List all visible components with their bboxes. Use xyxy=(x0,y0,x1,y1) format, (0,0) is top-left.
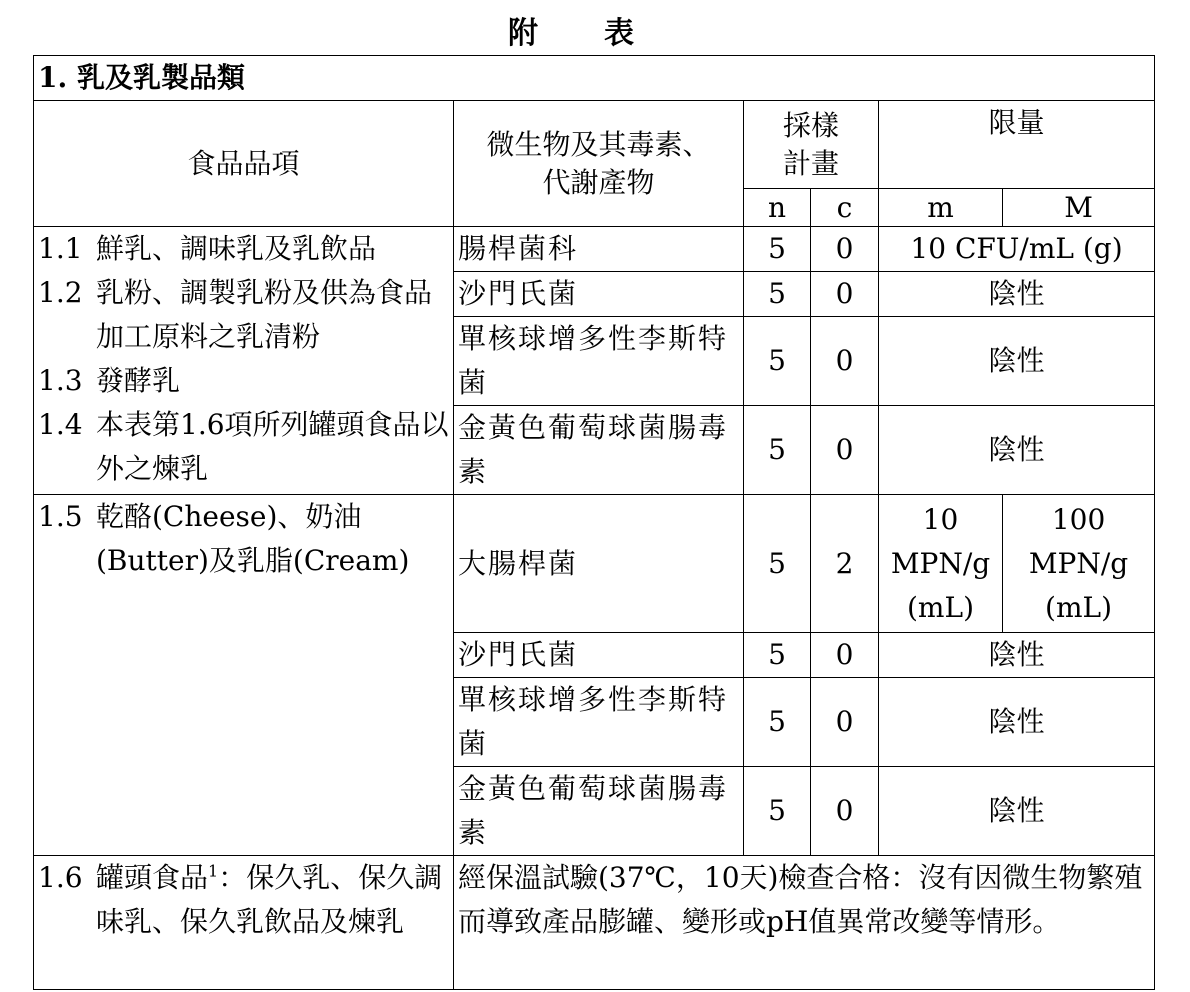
item-number: 1.6 xyxy=(38,861,83,894)
m-cell: 10 MPN/g (mL) xyxy=(879,495,1003,633)
item-text: 本表第1.6項所列罐頭食品以外之煉乳 xyxy=(96,408,449,485)
food-item xyxy=(38,227,449,271)
header-n: n xyxy=(744,189,811,227)
food-item xyxy=(38,495,449,583)
item-text: 發酵乳 xyxy=(96,364,181,397)
micro-cell: 單核球增多性李斯特菌 xyxy=(454,678,744,767)
c-cell: 0 xyxy=(811,406,879,495)
food-items-group1 xyxy=(34,227,454,495)
n-cell: 5 xyxy=(744,767,811,856)
n-cell: 5 xyxy=(744,495,811,633)
item-text: 乾酪(Cheese)、奶油(Butter)及乳脂(Cream) xyxy=(96,500,410,577)
header-microorganism xyxy=(454,101,744,227)
micro-cell: 金黃色葡萄球菌腸毒素 xyxy=(454,406,744,495)
n-cell: 5 xyxy=(744,406,811,495)
standards-table xyxy=(33,55,1155,990)
limit-cell: 陰性 xyxy=(879,633,1155,678)
n-cell: 5 xyxy=(744,678,811,767)
limit-cell: 陰性 xyxy=(879,406,1155,495)
micro-cell: 大腸桿菌 xyxy=(454,495,744,633)
n-cell: 5 xyxy=(744,227,811,272)
limit-cell: 陰性 xyxy=(879,767,1155,856)
item-text-post: ：保久乳、保久調味乳、保久乳飲品及煉乳 xyxy=(96,861,443,938)
c-cell: 0 xyxy=(811,272,879,317)
header-plan-line2: 計畫 xyxy=(782,146,839,180)
item-text-pre: 罐頭食品 xyxy=(96,861,209,894)
header-m: m xyxy=(879,189,1003,227)
food-item xyxy=(38,271,449,359)
c-cell: 0 xyxy=(811,678,879,767)
micro-cell: 腸桿菌科 xyxy=(454,227,744,272)
limit-cell: 10 CFU/mL (g) xyxy=(879,227,1155,272)
micro-cell: 沙門氏菌 xyxy=(454,272,744,317)
food-item xyxy=(38,403,449,491)
header-sampling-plan xyxy=(744,101,879,189)
micro-cell: 單核球增多性李斯特菌 xyxy=(454,317,744,406)
M-cell: 100 MPN/g (mL) xyxy=(1003,495,1155,633)
c-cell: 0 xyxy=(811,317,879,406)
item-text: 鮮乳、調味乳及乳飲品 xyxy=(96,232,377,265)
item-text: 乳粉、調製乳粉及供為食品加工原料之乳清粉 xyxy=(96,276,433,353)
item-number: 1.5 xyxy=(38,500,83,533)
micro-cell: 沙門氏菌 xyxy=(454,633,744,678)
micro-cell: 金黃色葡萄球菌腸毒素 xyxy=(454,767,744,856)
limit-cell: 陰性 xyxy=(879,678,1155,767)
item-number: 1.4 xyxy=(38,408,83,441)
header-plan-line1: 採樣 xyxy=(782,108,839,142)
food-items-group2 xyxy=(34,495,454,856)
limit-cell: 陰性 xyxy=(879,317,1155,406)
header-M: M xyxy=(1003,189,1155,227)
food-item xyxy=(38,856,449,944)
c-cell: 0 xyxy=(811,633,879,678)
n-cell: 5 xyxy=(744,317,811,406)
header-limit: 限量 xyxy=(879,101,1155,189)
item-number: 1.2 xyxy=(38,276,83,309)
c-cell: 0 xyxy=(811,767,879,856)
header-micro-line1: 微生物及其毒素、 xyxy=(486,127,711,161)
footnote-marker: 1 xyxy=(208,861,219,881)
item-text xyxy=(96,856,449,944)
header-micro-line2: 代謝產物 xyxy=(542,165,655,199)
limit-cell: 陰性 xyxy=(879,272,1155,317)
header-c: c xyxy=(811,189,879,227)
page-title: 附 表 xyxy=(508,16,652,51)
header-food: 食品品項 xyxy=(34,101,454,227)
food-item xyxy=(38,359,449,403)
food-items-group3 xyxy=(34,856,454,990)
item-number: 1.1 xyxy=(38,232,83,265)
requirement-cell: 經保溫試驗(37℃，10天)檢查合格：沒有因微生物繁殖而導致產品膨罐、變形或pH值異常改變等情形。 xyxy=(454,856,1155,990)
n-cell: 5 xyxy=(744,272,811,317)
n-cell: 5 xyxy=(744,633,811,678)
c-cell: 0 xyxy=(811,227,879,272)
section-title: 1. 乳及乳製品類 xyxy=(34,56,1155,101)
c-cell: 2 xyxy=(811,495,879,633)
item-number: 1.3 xyxy=(38,364,83,397)
